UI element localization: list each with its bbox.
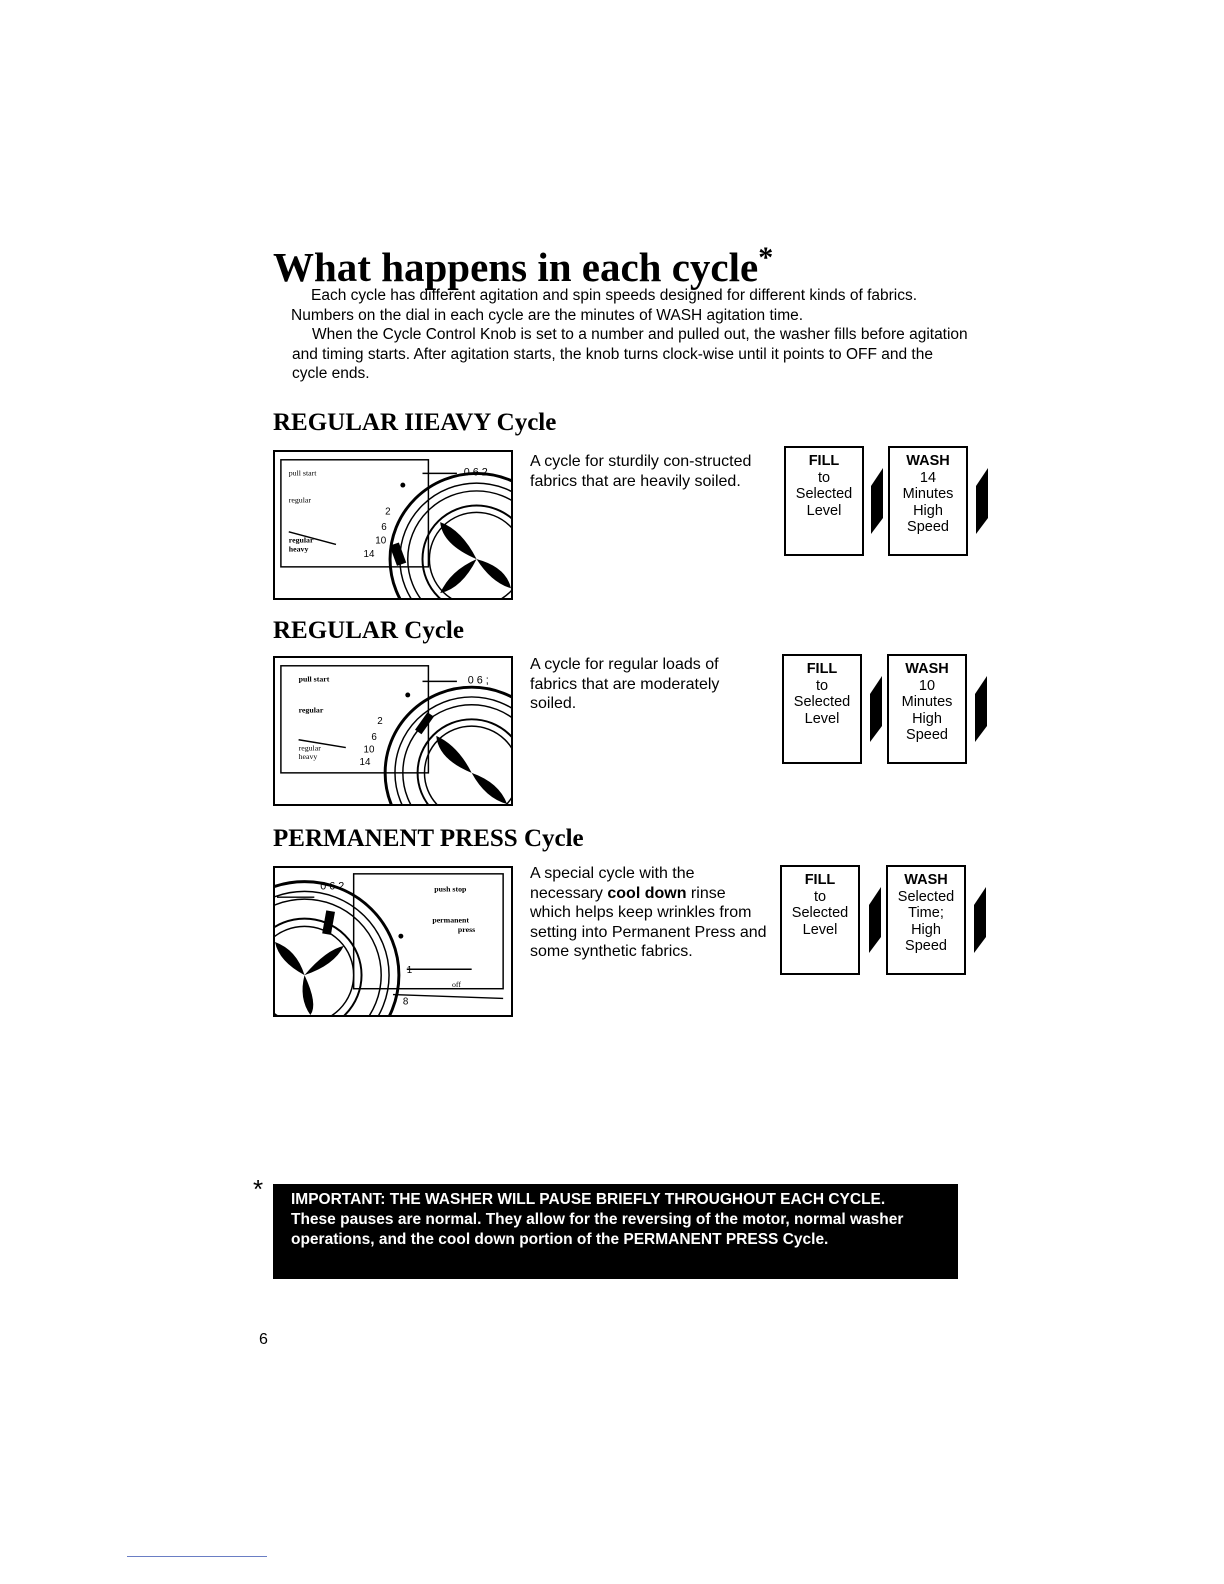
fill-line: Level — [802, 921, 838, 938]
dial-label-permanent: permanent — [432, 915, 469, 925]
fill-heading: FILL — [804, 872, 836, 888]
wash-line: Speed — [905, 938, 947, 954]
wash-line: 14 — [919, 469, 937, 486]
fill-line: Level — [804, 710, 840, 727]
intro-paragraph: Each cycle has different agitation and spin speeds designed for different kinds of fabrics. Numbers on the dial in each cycle are the minutes of WASH agitation time. — [291, 287, 918, 324]
cycle-sequence-regular-heavy — [780, 446, 995, 556]
fill-line: Selected — [791, 905, 849, 921]
fill-line: Selected — [793, 694, 851, 710]
dial-illustration-regular-heavy — [273, 450, 513, 600]
description-text: rinse which helps keep wrinkles from setting into Permanent Press and some synthetic fabrics. — [530, 884, 767, 960]
dial-number: 14 — [363, 549, 375, 561]
wash-heading: WASH — [906, 453, 950, 469]
fill-line: to — [817, 469, 831, 486]
dial-label-off: off — [452, 979, 462, 989]
dial-top-numbers: 0 6 ; — [467, 674, 489, 687]
wash-line: Minutes — [902, 486, 954, 502]
dial-label-regular: regular — [288, 535, 314, 545]
description-text: A special cycle with the necessary — [530, 865, 695, 902]
wash-line: High — [913, 502, 943, 519]
dial-number: 8 — [402, 996, 409, 1008]
dial-label-pull-start: pull start — [288, 468, 317, 478]
wash-line: Selected — [897, 888, 955, 905]
section-title-regular-heavy: REGULAR IIEAVY Cycle — [273, 409, 557, 436]
step-arrow-icon — [868, 654, 884, 764]
dial-number: 6 — [371, 731, 377, 743]
wash-line: Time; — [908, 905, 944, 921]
section-title-permanent-press: PERMANENT PRESS Cycle — [273, 825, 584, 852]
dial-label-push-stop: push stop — [434, 884, 467, 894]
dial-illustration-regular — [273, 656, 513, 806]
step-arrow-icon — [973, 654, 989, 764]
note-asterisk: * — [253, 1174, 264, 1204]
fill-step-box — [782, 654, 862, 764]
page-title: What happens in each cycle* — [273, 241, 774, 290]
dial-label-heavy: heavy — [298, 752, 318, 762]
wash-line: High — [911, 921, 941, 938]
fill-heading: FILL — [806, 661, 838, 677]
dial-number: 6 — [381, 521, 387, 533]
step-arrow-icon — [869, 446, 885, 556]
dial-number: 10 — [375, 535, 387, 547]
dial-number: 2 — [385, 506, 391, 518]
cycle-description-regular: A cycle for regular loads of fabrics that are moderately soiled. — [530, 656, 720, 712]
fill-line: to — [815, 677, 829, 694]
dial-label-heavy: heavy — [288, 544, 309, 554]
note-body: These pauses are normal. They allow for the reversing of the motor, normal washer operations, and the cool down portion of the PERMANENT PRESS Cycle. — [291, 1211, 904, 1248]
cycle-sequence-permanent-press — [780, 865, 995, 975]
step-arrow-icon — [974, 446, 990, 556]
wash-line: 10 — [918, 677, 936, 694]
cycle-description-regular-heavy: A cycle for sturdily con-structed fabrics that are heavily soiled. — [530, 453, 752, 490]
note-headline: IMPORTANT: THE WASHER WILL PAUSE BRIEFLY THROUGHOUT EACH CYCLE. — [291, 1191, 886, 1208]
step-arrow-icon — [867, 865, 883, 975]
wash-step-box — [886, 865, 966, 975]
dial-label-regular: regular — [288, 495, 312, 505]
wash-line: High — [912, 710, 942, 727]
page-number: 6 — [259, 1331, 268, 1348]
wash-heading: WASH — [904, 872, 948, 888]
wash-step-box — [887, 654, 967, 764]
section-title-regular: REGULAR Cycle — [273, 617, 464, 644]
wash-line: Speed — [906, 727, 948, 743]
wash-heading: WASH — [905, 661, 949, 677]
dial-label-press: press — [457, 925, 476, 935]
dial-top-numbers: 0 6 2 — [320, 880, 345, 893]
wash-line: Speed — [907, 519, 949, 535]
fill-step-box — [780, 865, 860, 975]
intro-paragraph: When the Cycle Control Knob is set to a number and pulled out, the washer fills before agitation and timing starts. After agitation starts, the knob turns clock-wise until it points to OFF and the cycle ends. — [292, 326, 968, 382]
fill-line: Selected — [795, 486, 853, 502]
fill-line: to — [813, 888, 827, 905]
fill-heading: FILL — [808, 453, 840, 469]
intro-text — [292, 286, 972, 384]
step-arrow-icon — [972, 865, 988, 975]
fill-step-box — [784, 446, 864, 556]
description-emphasis: cool down — [607, 884, 687, 902]
dial-number: 2 — [377, 716, 383, 728]
dial-label-regular: regular — [298, 705, 324, 715]
cycle-description-permanent-press — [530, 864, 770, 962]
dial-number: 1 — [406, 965, 413, 977]
dial-number: 10 — [363, 744, 375, 756]
fill-line: Level — [806, 502, 842, 519]
dial-top-numbers: 0 6 2 — [463, 466, 488, 479]
cycle-sequence-regular — [780, 654, 995, 764]
dial-label-pull-start: pull start — [298, 674, 330, 684]
important-note — [273, 1184, 958, 1279]
dial-illustration-permanent-press — [273, 866, 513, 1017]
wash-line: Minutes — [901, 694, 953, 710]
title-asterisk: * — [758, 241, 774, 274]
footer-rule — [127, 1556, 267, 1557]
dial-label-regular: regular — [298, 743, 321, 753]
dial-number: 14 — [359, 757, 371, 769]
wash-step-box — [888, 446, 968, 556]
